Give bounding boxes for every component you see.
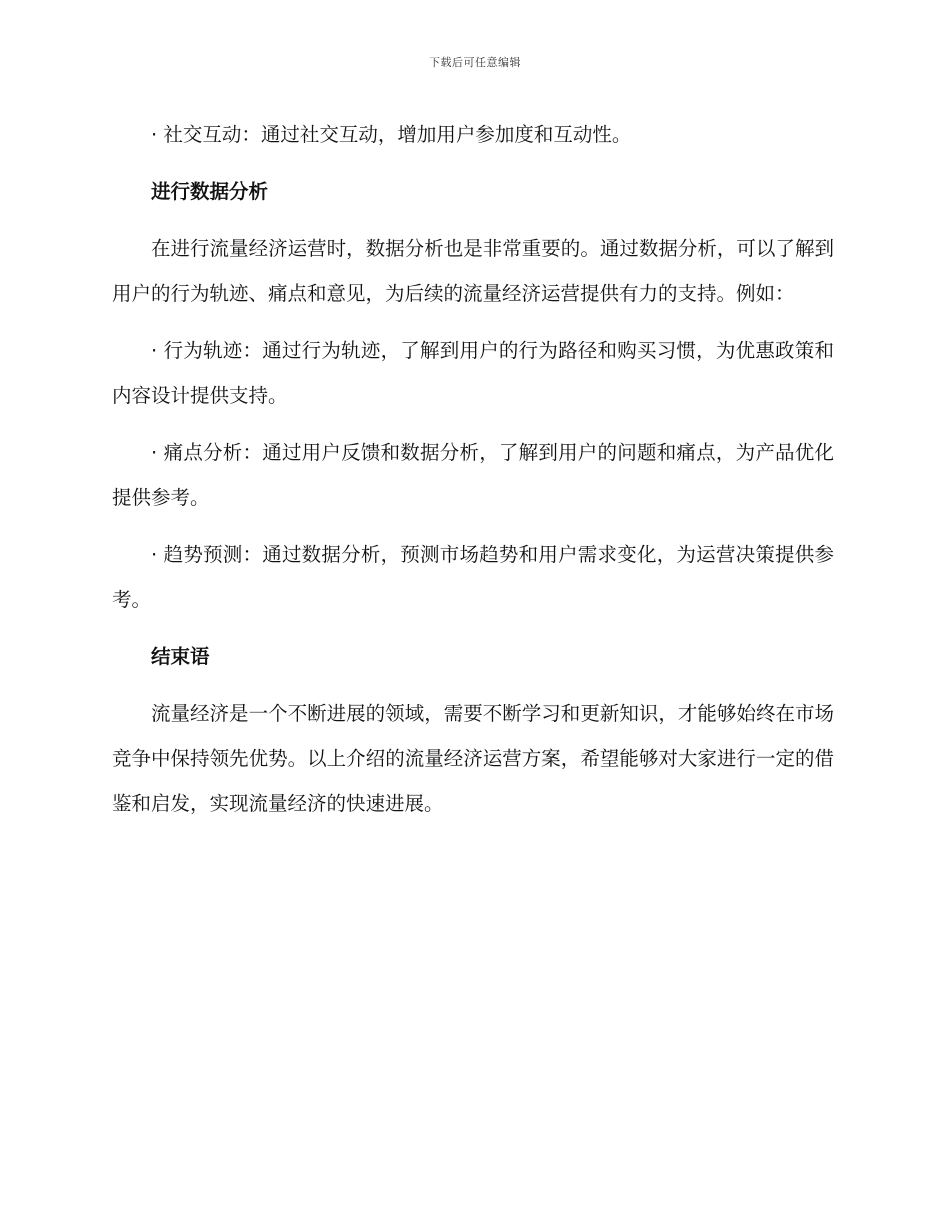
paragraph-conclusion: 流量经济是一个不断进展的领域，需要不断学习和更新知识，才能够始终在市场竞争中保持领先优势。以上介绍的流量经济运营方案，希望能够对大家进行一定的借鉴和启发，实现流量经济的快速进展。 — [112, 702, 834, 815]
bullet-behavior-track: · 行为轨迹：通过行为轨迹，了解到用户的行为路径和购买习惯，为优惠政策和内容设计提供支持。 — [112, 339, 834, 407]
section-heading-conclusion: 结束语 — [151, 645, 210, 668]
header-note: 下载后可任意编辑 — [429, 56, 521, 69]
bullet-social-interaction: · 社交互动：通过社交互动，增加用户参加度和互动性。 — [151, 123, 632, 146]
bullet-trend-forecast: · 趋势预测：通过数据分析，预测市场趋势和用户需求变化，为运营决策提供参考。 — [112, 543, 834, 611]
section-heading-data-analysis: 进行数据分析 — [151, 180, 269, 203]
paragraph-data-analysis-intro: 在进行流量经济运营时，数据分析也是非常重要的。通过数据分析，可以了解到用户的行为轨迹、痛点和意见，为后续的流量经济运营提供有力的支持。例如： — [112, 237, 834, 305]
document-body — [112, 112, 834, 838]
bullet-pain-point-analysis: · 痛点分析：通过用户反馈和数据分析，了解到用户的问题和痛点，为产品优化提供参考。 — [112, 441, 834, 509]
